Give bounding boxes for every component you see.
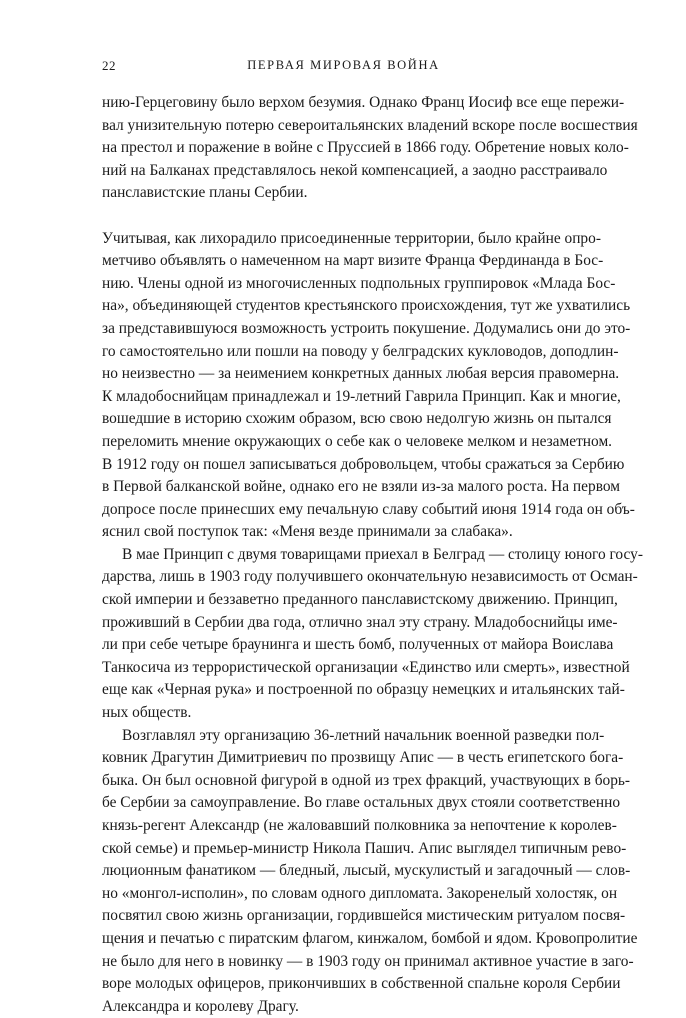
text-line: нию. Члены одной из многочисленных подпольных группировок «Млада Бос-: [102, 274, 616, 292]
text-line: метчиво объявлять о намеченном на март визите Франца Фердинанда в Бос-: [102, 252, 604, 270]
running-head: [102, 58, 585, 78]
text-line: допросе после принесших ему печальную славу событий июня 1914 года он объ-: [102, 500, 635, 518]
paragraph: [102, 92, 638, 205]
text-line: проживший в Сербии два года, отлично знал эту страну. Младобоснийцы име-: [102, 613, 618, 631]
text-line: Учитывая, как лихорадило присоединенные территории, было крайне опро-: [102, 229, 601, 247]
text-line: Возглавлял эту организацию 36-летний начальник военной разведки пол-: [122, 726, 605, 744]
text-line: ний на Балканах представлялось некой компенсацией, а заодно расстраивало: [102, 161, 608, 179]
text-line: но неизвестно — за неимением конкретных данных любая версия правомерна.: [102, 365, 620, 383]
paragraph: [102, 544, 643, 725]
text-line: ской империи и беззаветно преданного панславистскому движению. Принцип,: [102, 591, 618, 609]
text-line: панславистские планы Сербии.: [102, 184, 308, 202]
paragraph: [102, 725, 638, 1018]
running-title: ПЕРВАЯ МИРОВАЯ ВОЙНА: [247, 58, 440, 72]
text-line: В мае Принцип с двумя товарищами приехал в Белград — столицу юного госу-: [122, 545, 643, 563]
text-line: вал унизительную потерю североитальянских владений вскоре после восшествия: [102, 116, 638, 134]
text-line: бе Сербии за самоуправление. Во главе остальных двух стояли соответственно: [102, 794, 621, 812]
text-line: не было для него в новинку — в 1903 году он принимал активное участие в заго-: [102, 952, 634, 970]
text-line: Александра и королеву Драгу.: [102, 997, 299, 1015]
text-line: ской семье) и премьер-министр Никола Пашич. Апис выглядел типичным рево-: [102, 839, 627, 857]
text-line: за представившуюся возможность устроить покушение. Додумались они до это-: [102, 319, 631, 337]
text-line: вошедшие в историю схожим образом, всю свою недолгую жизнь он пытался: [102, 410, 612, 428]
text-line: ных обществ.: [102, 704, 192, 722]
text-line: в Первой балканской войне, однако его не взяли из-за малого роста. На первом: [102, 478, 620, 496]
text-line: К младобоснийцам принадлежал и 19-летний Гаврила Принцип. Как и многие,: [102, 387, 621, 405]
text-line: Танкосича из террористической организации «Единство или смерть», известной: [102, 658, 630, 676]
text-line: но «монгол-исполин», по словам одного дипломата. Закоренелый холостяк, он: [102, 884, 618, 902]
text-line: переломить мнение окружающих о себе как о человеке мелком и незаметном.: [102, 432, 613, 450]
paragraph: [102, 228, 635, 544]
text-line: на», объединяющей студентов крестьянского происхождения, тут же ухватились: [102, 297, 631, 315]
text-line: быка. Он был основной фигурой в одной из трех фракций, участвующих в борь-: [102, 771, 631, 789]
text-line: ли при себе четыре браунинга и шесть бомб, полученных от майора Воислава: [102, 636, 614, 654]
text-line: воре молодых офицеров, прикончивших в собственной спальне короля Сербии: [102, 975, 621, 993]
body-text: [102, 92, 643, 1018]
text-line: нию-Герцеговину было верхом безумия. Однако Франц Иосиф все еще пережи-: [102, 94, 625, 111]
text-line: на престол и поражение в войне с Пруссией в 1866 году. Обретение новых коло-: [102, 139, 629, 157]
text-line: посвятил свою жизнь организации, гордившейся мистическим ритуалом посвя-: [102, 907, 626, 925]
text-line: го самостоятельно или пошли на поводу у белградских кукловодов, доподлин-: [102, 342, 619, 360]
page-number: 22: [102, 58, 116, 73]
text-line: люционным фанатиком — бледный, лысый, мускулистый и загадочный — слов-: [102, 862, 631, 880]
text-line: князь-регент Александр (не жаловавший полковника за непочтение к королев-: [102, 817, 617, 834]
paragraph-gap: [102, 205, 585, 228]
text-line: дарства, лишь в 1903 году получившего окончательную независимость от Осман-: [102, 568, 638, 586]
text-line: яснил свой поступок так: «Меня везде принимали за слабака».: [102, 523, 513, 541]
text-line: ковник Драгутин Димитриевич по прозвищу Апис — в честь египетского бога-: [102, 749, 624, 767]
text-line: щения и печатью с пиратским флагом, кинжалом, бомбой и ядом. Кровопролитие: [102, 929, 638, 947]
text-line: В 1912 году он пошел записываться добровольцем, чтобы сражаться за Сербию: [102, 455, 625, 473]
text-line: еще как «Черная рука» и построенной по образцу немецких и итальянских тай-: [102, 681, 625, 699]
